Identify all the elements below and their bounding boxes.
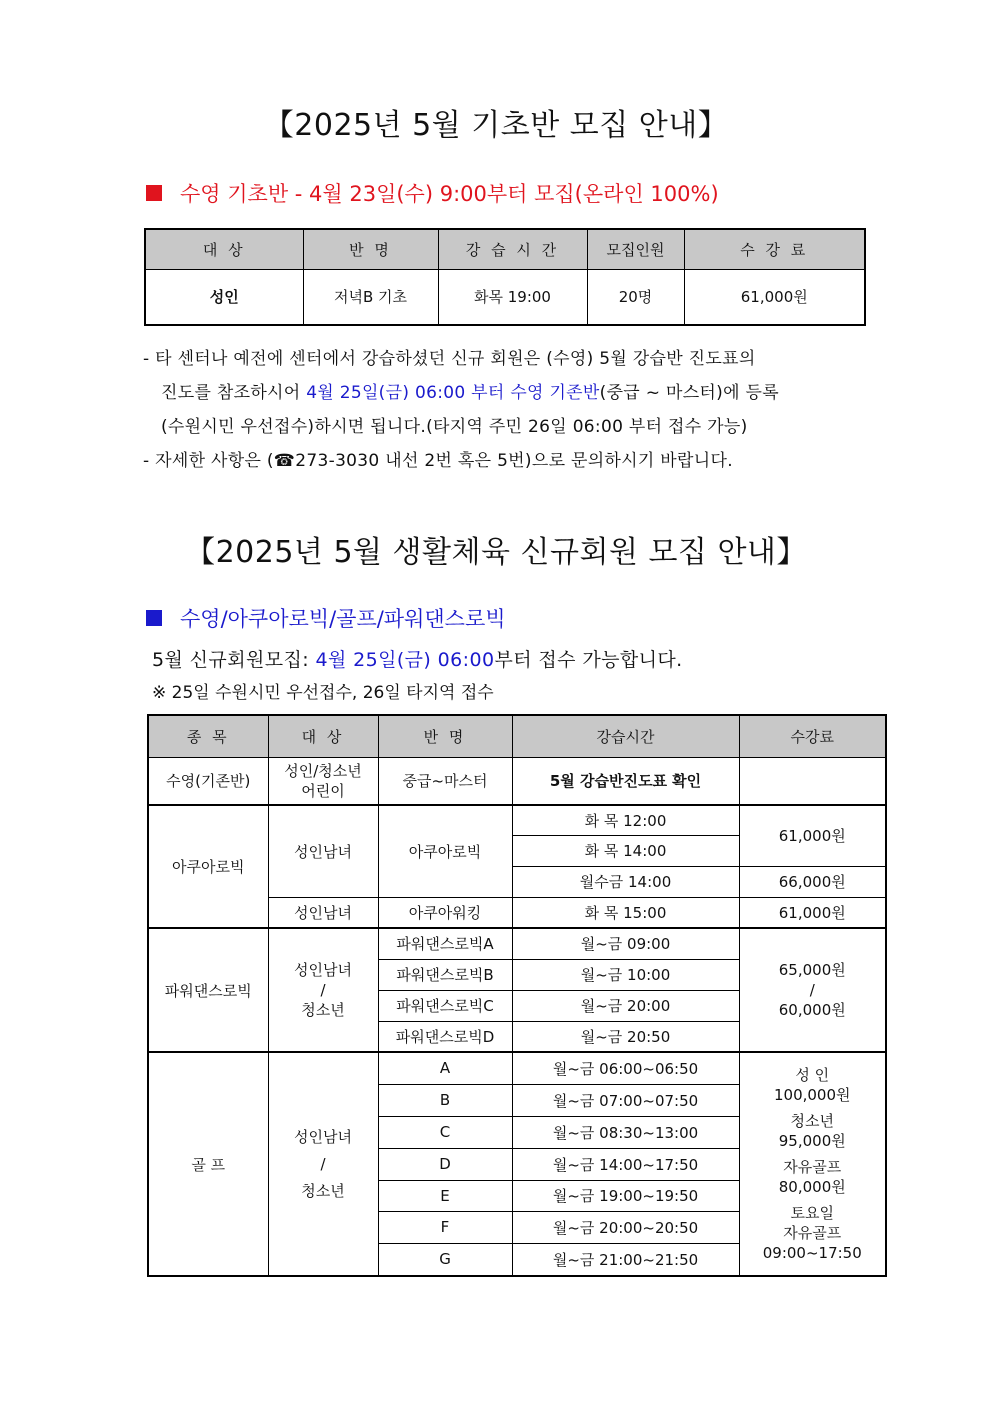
section-heading-text: 수영/아쿠아로빅/골프/파워댄스로빅 [180,607,506,631]
power-sport: 파워댄스로빅 [148,928,268,1052]
power-fee-line-3: 60,000원 [778,1001,846,1019]
golf-fee-youth: 95,000원 [778,1132,846,1150]
golf-fee-free-label: 자유골프 [783,1158,842,1176]
power-target-line-1: 성인남녀 [294,961,352,979]
note-line-4: - 자세한 사항은 (☎273-3030 내선 2번 혹은 5번)으로 문의하시기 바랍니다. [143,451,733,471]
page-title-new-members: 【2025년 5월 생활체육 신규회원 모집 안내】 [185,535,807,570]
golf-target-line-2: / [320,1154,326,1173]
swim-time: 5월 강습반진도표 확인 [512,757,739,805]
cell-class: 저녁B 기초 [303,269,438,325]
recruit-suffix: 부터 접수 가능합니다. [494,649,683,671]
aqua-sport: 아쿠아로빅 [148,805,268,928]
header-class: 반 명 [378,715,512,757]
golf-fee [739,1052,886,1276]
aqua-time-1: 화 목 12:00 [512,805,739,835]
header-time: 강습시간 [512,715,739,757]
power-target-line-3: 청소년 [301,1001,345,1019]
recruit-line [152,645,683,672]
header-target: 대 상 [268,715,378,757]
aqua-fee-1: 61,000원 [739,805,886,866]
power-fee [739,928,886,1052]
recruit-note: ※ 25일 수원시민 우선접수, 26일 타지역 접수 [152,683,494,703]
walk-target: 성인남녀 [268,897,378,928]
recruit-date: 4월 25일(금) 06:00 [315,649,495,671]
golf-fee-saturday-label: 토요일 [790,1204,834,1222]
power-class-a: 파워댄스로빅A [378,928,512,959]
programs-table [147,714,887,1277]
golf-class-b: B [378,1084,512,1116]
aqua-fee-2: 66,000원 [739,866,886,897]
golf-time-a: 월~금 06:00~06:50 [512,1052,739,1084]
power-time-a: 월~금 09:00 [512,928,739,959]
header-target: 대 상 [145,229,303,269]
header-fee: 수 강 료 [684,229,865,269]
power-fee-line-1: 65,000원 [778,961,846,979]
note-line-2 [143,376,883,410]
power-class-b: 파워댄스로빅B [378,959,512,990]
note-line-2-c: (중급 ~ 마스터)에 등록 [599,383,779,403]
note-line-3: (수원시민 우선접수)하시면 됩니다.(타지역 주민 26일 06:00 부터 접수 가능) [161,417,748,437]
header-class: 반 명 [303,229,438,269]
basic-class-table [144,228,866,326]
golf-fee-saturday-hours: 09:00~17:50 [762,1244,862,1262]
cell-capacity: 20명 [587,269,684,325]
walk-time: 화 목 15:00 [512,897,739,928]
golf-sport: 골 프 [148,1052,268,1276]
header-sport: 종 목 [148,715,268,757]
swim-target-line-1: 성인/청소년 [284,761,362,780]
section-heading-text: 수영 기초반 - 4월 23일(수) 9:00부터 모집(온라인 100%) [180,182,719,206]
swim-target [268,757,378,805]
aqua-target: 성인남녀 [268,805,378,897]
golf-fee-saturday-free: 자유골프 [783,1224,842,1242]
walk-class: 아쿠아워킹 [378,897,512,928]
golf-class-c: C [378,1116,512,1148]
power-fee-line-2: / [809,981,815,999]
section-heading-programs [146,603,506,633]
golf-class-d: D [378,1148,512,1180]
golf-time-g: 월~금 21:00~21:50 [512,1243,739,1276]
red-square-icon [146,185,162,201]
power-class-c: 파워댄스로빅C [378,990,512,1021]
swim-class: 중급~마스터 [378,757,512,805]
swim-fee [739,757,886,805]
golf-time-d: 월~금 14:00~17:50 [512,1148,739,1180]
aqua-time-3: 월수금 14:00 [512,866,739,897]
golf-class-g: G [378,1243,512,1276]
blue-square-icon [146,610,162,626]
golf-time-f: 월~금 20:00~20:50 [512,1211,739,1243]
golf-target [268,1052,378,1276]
golf-class-e: E [378,1180,512,1211]
section-heading-swim-basic [146,178,719,208]
golf-fee-adult-label: 성 인 [795,1066,830,1084]
power-time-b: 월~금 10:00 [512,959,739,990]
cell-time: 화목 19:00 [438,269,587,325]
notes-block [143,342,883,478]
page-title-basic: 【2025년 5월 기초반 모집 안내】 [263,108,729,143]
power-class-d: 파워댄스로빅D [378,1021,512,1052]
header-capacity: 모집인원 [587,229,684,269]
power-time-c: 월~금 20:00 [512,990,739,1021]
aqua-class: 아쿠아로빅 [378,805,512,897]
power-target-line-2: / [320,981,326,999]
aqua-time-2: 화 목 14:00 [512,835,739,866]
cell-target: 성인 [145,269,303,325]
cell-fee: 61,000원 [684,269,865,325]
note-line-2-highlight: 4월 25일(금) 06:00 부터 수영 기존반 [306,383,600,403]
swim-target-line-2: 어린이 [301,781,345,800]
note-line-1: - 타 센터나 예전에 센터에서 강습하셨던 신규 회원은 (수영) 5월 강습반 진도표의 [143,349,756,369]
walk-fee: 61,000원 [739,897,886,928]
golf-fee-free: 80,000원 [778,1178,846,1196]
recruit-label: 5월 신규회원모집: [152,649,316,671]
power-time-d: 월~금 20:50 [512,1021,739,1052]
header-time: 강 습 시 간 [438,229,587,269]
golf-time-b: 월~금 07:00~07:50 [512,1084,739,1116]
golf-time-c: 월~금 08:30~13:00 [512,1116,739,1148]
golf-target-line-3: 청소년 [301,1181,345,1200]
golf-class-f: F [378,1211,512,1243]
golf-target-line-1: 성인남녀 [294,1127,352,1146]
golf-fee-youth-label: 청소년 [790,1112,834,1130]
power-target [268,928,378,1052]
golf-class-a: A [378,1052,512,1084]
header-fee: 수강료 [739,715,886,757]
note-line-2-a: 진도를 참조하시어 [161,383,307,403]
swim-sport: 수영(기존반) [148,757,268,805]
golf-fee-adult: 100,000원 [773,1086,851,1104]
golf-time-e: 월~금 19:00~19:50 [512,1180,739,1211]
